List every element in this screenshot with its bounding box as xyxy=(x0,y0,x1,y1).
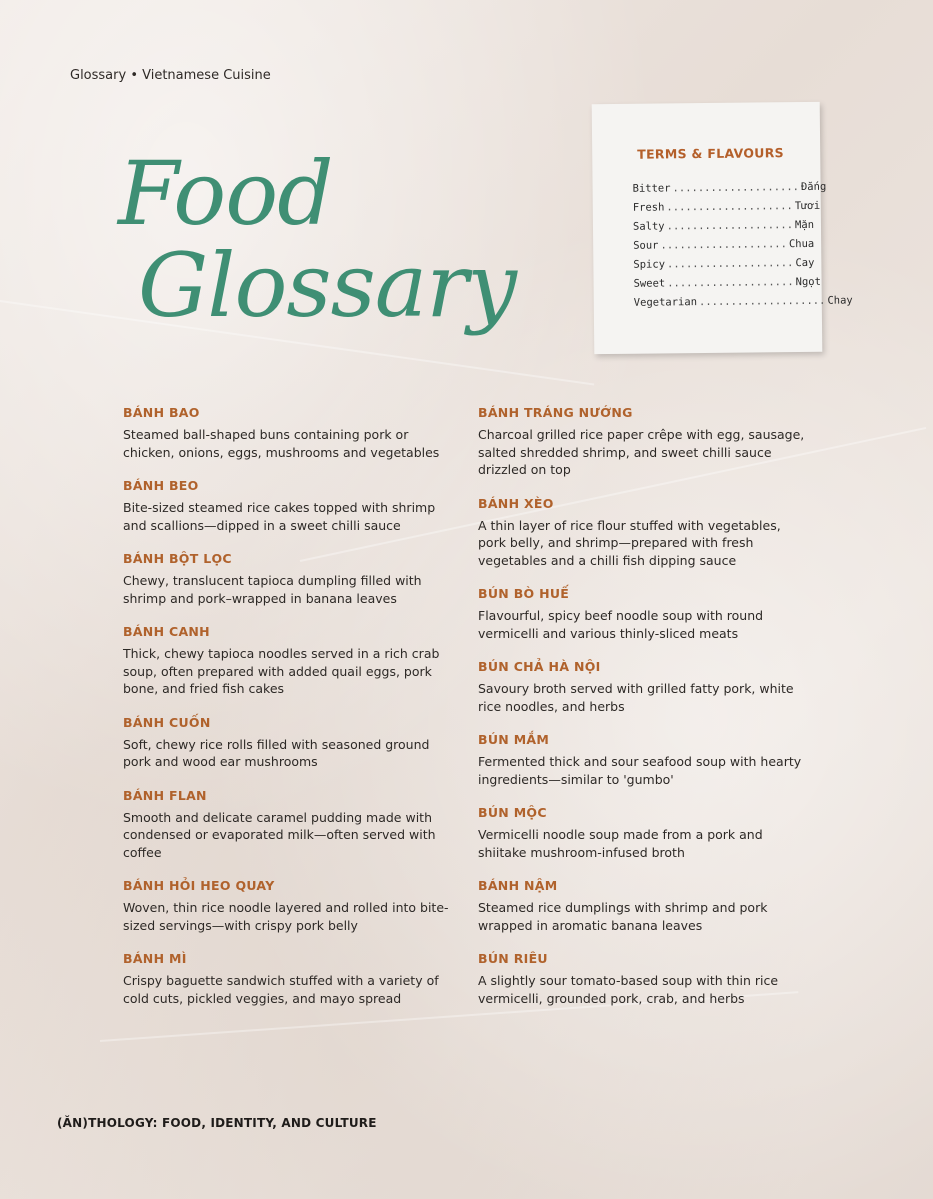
glossary-description: Smooth and delicate caramel pudding made with condensed or evaporated milk—often served with coffee xyxy=(123,809,436,860)
note-term-en: Vegetarian xyxy=(633,296,698,309)
glossary-entry xyxy=(478,405,808,479)
leader-dots: .................... xyxy=(672,181,800,195)
glossary-description: Chewy, translucent tapioca dumpling filled with shrimp and pork–wrapped in banana leaves xyxy=(123,573,422,606)
glossary-description: Crispy baguette sandwich stuffed with a variety of cold cuts, pickled veggies, and mayo spread xyxy=(123,973,439,1006)
glossary-description: A slightly sour tomato-based soup with thin rice vermicelli, grounded pork, crab, and herbs xyxy=(478,973,779,1006)
glossary-term: BÁNH CUỐN xyxy=(123,714,211,730)
glossary-term: BÁNH CANH xyxy=(123,624,210,639)
note-term-en: Fresh xyxy=(632,201,665,214)
glossary-term: BÚN BÒ HUẾ xyxy=(478,586,570,601)
note-row xyxy=(633,235,815,256)
glossary-column-left xyxy=(123,405,453,1024)
glossary-term: BÁNH MÌ xyxy=(123,951,187,966)
glossary-description: Charcoal grilled rice paper crêpe with egg, sausage, salted shredded shrimp, and sweet chilli sauce drizzled on top xyxy=(478,427,805,477)
glossary-description: Thick, chewy tapioca noodles served in a rich crab soup, often prepared with added quail eggs, pork bone, and fried fish cakes xyxy=(123,646,440,696)
glossary-entry xyxy=(123,878,453,934)
glossary-entry xyxy=(478,496,808,570)
footer-title: (ĂN)THOLOGY: FOOD, IDENTITY, AND CULTURE xyxy=(57,1116,377,1130)
note-row xyxy=(633,292,853,313)
title-line-1: Food xyxy=(118,142,333,245)
glossary-entry xyxy=(123,551,453,607)
glossary-entry xyxy=(478,659,808,715)
running-header: Glossary • Vietnamese Cuisine xyxy=(70,68,271,83)
note-term-en: Sweet xyxy=(633,277,666,290)
note-row xyxy=(633,254,815,275)
glossary-term: BÁNH FLAN xyxy=(123,787,207,803)
glossary-entry xyxy=(123,951,453,1007)
glossary-description: Steamed rice dumplings with shrimp and pork wrapped in aromatic banana leaves xyxy=(478,900,768,933)
terms-note-card xyxy=(592,102,853,354)
glossary-entry xyxy=(478,878,808,934)
leader-dots: .................... xyxy=(698,294,826,309)
note-term-vi: Đắng xyxy=(800,180,827,194)
note-term-en: Spicy xyxy=(633,258,666,271)
glossary-term: BÁNH NẬM xyxy=(478,878,558,893)
leader-dots: .................... xyxy=(667,276,794,290)
note-term-vi: Mặn xyxy=(794,218,815,232)
glossary-entry xyxy=(123,405,453,461)
glossary-term: BÁNH BAO xyxy=(123,405,200,420)
glossary-description: Bite-sized steamed rice cakes topped with shrimp and scallions—dipped in a sweet chilli sauce xyxy=(123,500,436,533)
glossary-entry xyxy=(123,788,453,862)
title-line-2: Glossary xyxy=(138,234,516,337)
glossary-entry xyxy=(478,805,808,861)
leader-dots: .................... xyxy=(666,219,794,233)
glossary-term: BÚN CHẢ HÀ NỘI xyxy=(478,659,601,674)
note-row xyxy=(632,216,815,237)
glossary-term: BÚN MỘC xyxy=(478,805,547,820)
note-term-en: Sour xyxy=(633,239,659,252)
glossary-term: BÁNH HỎI HEO QUAY xyxy=(123,878,275,893)
glossary-term: BÁNH TRÁNG NƯỚNG xyxy=(478,405,633,420)
note-title: TERMS & FLAVOURS xyxy=(637,145,785,162)
note-row xyxy=(632,197,821,218)
note-term-vi: Cay xyxy=(795,256,815,270)
note-row xyxy=(633,273,821,294)
glossary-description: Fermented thick and sour seafood soup with hearty ingredients—similar to 'gumbo' xyxy=(478,754,802,787)
glossary-description: Vermicelli noodle soup made from a pork and shiitake mushroom-infused broth xyxy=(478,827,763,860)
note-term-vi: Ngọt xyxy=(795,275,821,289)
glossary-description: A thin layer of rice flour stuffed with vegetables, pork belly, and shrimp—prepared with fresh vegetables and a chilli fish dipping sauce xyxy=(478,517,781,568)
glossary-entry xyxy=(478,732,808,788)
leader-dots: .................... xyxy=(666,257,794,271)
note-term-vi: Tươi xyxy=(794,199,821,213)
glossary-entry xyxy=(123,715,453,771)
leader-dots: .................... xyxy=(660,238,787,252)
note-term-en: Salty xyxy=(632,220,665,233)
note-term-vi: Chua xyxy=(788,237,815,251)
note-term-en: Bitter xyxy=(632,182,671,195)
glossary-column-right xyxy=(478,405,808,1024)
note-list xyxy=(632,178,853,313)
glossary-term: BÁNH BEO xyxy=(123,478,199,493)
glossary-description: Woven, thin rice noodle layered and rolled into bite-sized servings—with crispy pork belly xyxy=(123,900,449,933)
glossary-description: Flavourful, spicy beef noodle soup with round vermicelli and various thinly-sliced meats xyxy=(478,608,764,641)
glossary-term: BÁNH BỘT LỌC xyxy=(123,551,232,566)
glossary-description: Soft, chewy rice rolls filled with seasoned ground pork and wood ear mushrooms xyxy=(123,736,430,769)
glossary-description: Savoury broth served with grilled fatty pork, white rice noodles, and herbs xyxy=(478,681,794,714)
glossary-entry xyxy=(478,586,808,642)
note-term-vi: Chay xyxy=(827,294,853,307)
glossary-entry xyxy=(478,951,808,1007)
glossary-description: Steamed ball-shaped buns containing pork or chicken, onions, eggs, mushrooms and vegetables xyxy=(123,427,440,460)
leader-dots: .................... xyxy=(666,200,793,214)
note-row xyxy=(632,178,827,199)
glossary-term: BÁNH XÈO xyxy=(478,495,554,511)
glossary-entry xyxy=(123,624,453,698)
glossary-entry xyxy=(123,478,453,534)
glossary-term: BÚN MẮM xyxy=(478,732,550,747)
page-title xyxy=(110,142,516,360)
glossary-term: BÚN RIÊU xyxy=(478,951,548,966)
